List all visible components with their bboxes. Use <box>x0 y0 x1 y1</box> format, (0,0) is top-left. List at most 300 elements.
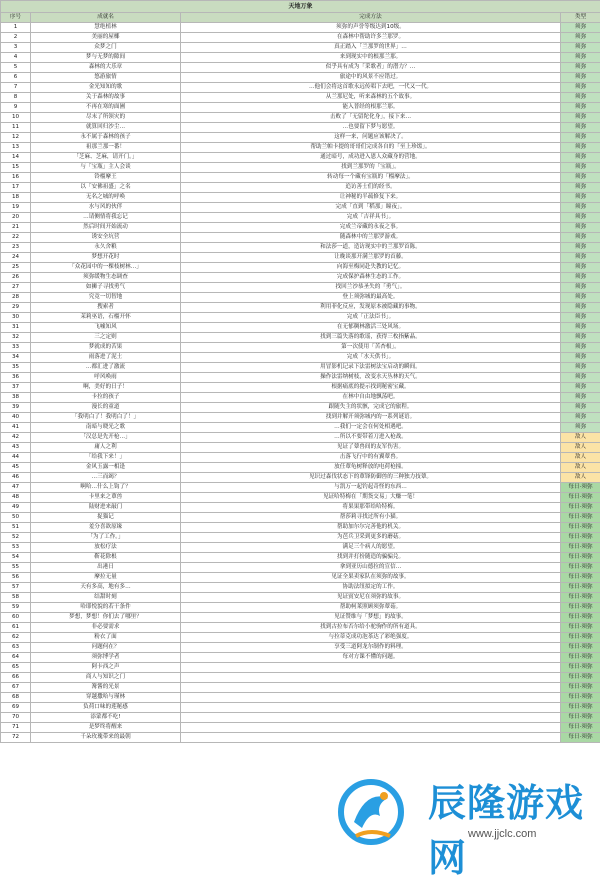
completion-method <box>181 723 561 733</box>
completion-method: 完成保护森林生态的工作。 <box>181 273 561 283</box>
row-index: 50 <box>1 513 31 523</box>
table-row <box>1 723 600 733</box>
row-index: 60 <box>1 613 31 623</box>
table-row <box>1 163 600 173</box>
table-row <box>1 733 600 743</box>
table-row <box>1 253 600 263</box>
table-row <box>1 603 600 613</box>
completion-method: 让神秘的半疏修复下来。 <box>181 193 561 203</box>
dragon-logo-icon <box>336 770 406 850</box>
achievement-type: 每日·须弥 <box>561 663 600 673</box>
row-index: 54 <box>1 553 31 563</box>
completion-method: 在林中自由地飘荡吧。 <box>181 393 561 403</box>
table-row <box>1 513 600 523</box>
table-row <box>1 203 600 213</box>
row-index: 16 <box>1 173 31 183</box>
row-index: 67 <box>1 683 31 693</box>
achievement-type: 每日·须弥 <box>561 703 600 713</box>
achievement-type: 须弥 <box>561 163 600 173</box>
achievement-name: 须弥博学者 <box>31 653 181 663</box>
achievement-type: 每日·须弥 <box>561 643 600 653</box>
row-index: 38 <box>1 393 31 403</box>
table-row <box>1 713 600 723</box>
completion-method <box>181 673 561 683</box>
row-index: 10 <box>1 113 31 123</box>
row-index: 58 <box>1 593 31 603</box>
achievement-name: 「众花园中的一棵枝树林…」 <box>31 263 181 273</box>
header-method: 完成方法 <box>181 13 561 23</box>
completion-method: 帮莎莉寻找过所有小猫。 <box>181 513 561 523</box>
achievement-type: 须弥 <box>561 353 600 363</box>
achievement-type: 须弥 <box>561 173 600 183</box>
completion-method: 登上须弥城的最高处。 <box>181 293 561 303</box>
achievement-name: 穿越撒哈与瑾林 <box>31 693 181 703</box>
table-row <box>1 693 600 703</box>
achievement-type: 须弥 <box>561 183 600 193</box>
achievement-type: 每日·须弥 <box>561 693 600 703</box>
achievement-name: 啊哈…什么上钩了？ <box>31 483 181 493</box>
completion-method <box>181 693 561 703</box>
completion-method: 完成「直到「稻那」瞳夜」。 <box>181 203 561 213</box>
achievement-name: 「给我下来！」 <box>31 453 181 463</box>
achievement-type: 须弥 <box>561 263 600 273</box>
row-index: 68 <box>1 693 31 703</box>
completion-method: 享受三道阿龙尔制作的料理。 <box>181 643 561 653</box>
achievement-type: 须弥 <box>561 83 600 93</box>
completion-method: 满足三个病人的愿望。 <box>181 543 561 553</box>
achievement-type: 须弥 <box>561 193 600 203</box>
achievement-name: 茉莉巫语，石榴开怀 <box>31 313 181 323</box>
achievement-type: 须弥 <box>561 33 600 43</box>
row-index: 26 <box>1 273 31 283</box>
row-index: 29 <box>1 303 31 313</box>
table-row <box>1 43 600 53</box>
header-index: 序号 <box>1 13 31 23</box>
row-index: 17 <box>1 183 31 193</box>
achievement-type: 须弥 <box>561 233 600 243</box>
completion-method: 旅途中的风景不应错过。 <box>181 73 561 83</box>
completion-method: 跟随失主的状骸，完成它的旅程。 <box>181 403 561 413</box>
achievement-name: 捉猫记 <box>31 513 181 523</box>
achievement-type: 每日·须弥 <box>561 673 600 683</box>
achievement-name: 飞嘘知风 <box>31 323 181 333</box>
row-index: 13 <box>1 143 31 153</box>
achievement-type: 须弥 <box>561 293 600 303</box>
row-index: 41 <box>1 423 31 433</box>
achievement-type: 每日·须弥 <box>561 493 600 503</box>
completion-method: 这样一来，问题应该解决了。 <box>181 133 561 143</box>
row-index: 69 <box>1 703 31 713</box>
row-index: 72 <box>1 733 31 743</box>
achievement-name: 三之定则 <box>31 333 181 343</box>
table-row <box>1 663 600 673</box>
completion-method: 让晚谈那开满兰那罗的首藤。 <box>181 253 561 263</box>
achievement-type: 每日·须弥 <box>561 623 600 633</box>
completion-method: …我们一定会在何处相遇吧。 <box>181 423 561 433</box>
completion-method: 完成「水天供书」。 <box>181 353 561 363</box>
table-row <box>1 453 600 463</box>
sheet-title: 天地万象 <box>1 1 600 13</box>
achievement-name: 水与风的伙伴 <box>31 203 181 213</box>
achievement-type: 须弥 <box>561 73 600 83</box>
row-index: 25 <box>1 263 31 273</box>
completion-method: 见证賓安尼在须弥的故事。 <box>181 593 561 603</box>
achievement-type: 须弥 <box>561 373 600 383</box>
row-index: 64 <box>1 653 31 663</box>
completion-method: 找回兰沙恭圣失的「勇气」。 <box>181 283 561 293</box>
row-index: 35 <box>1 363 31 373</box>
row-index: 61 <box>1 623 31 633</box>
completion-method: 和法莎一道，造访现实中的兰那罗首陈。 <box>181 243 561 253</box>
completion-method: 拿到亚历山德拉的宣信… <box>181 563 561 573</box>
achievement-name: 非必要需求 <box>31 623 181 633</box>
table-row <box>1 703 600 713</box>
completion-method: 完成「吉祥具书」。 <box>181 213 561 223</box>
achievement-type: 每日·须弥 <box>561 683 600 693</box>
row-index: 18 <box>1 193 31 203</box>
completion-method: 能入普经的根那兰那。 <box>181 103 561 113</box>
achievement-name: 铃榴摩王 <box>31 173 181 183</box>
achievement-type: 须弥 <box>561 283 600 293</box>
achievement-name: 梦想，梦想！你们去了哪里？ <box>31 613 181 623</box>
completion-method <box>181 683 561 693</box>
achievement-type: 须弥 <box>561 393 600 403</box>
achievement-type: 每日·须弥 <box>561 713 600 723</box>
achievement-type: 须弥 <box>561 153 600 163</box>
completion-method: 击落飞行中的有翼蕈兽。 <box>181 453 561 463</box>
row-index: 21 <box>1 223 31 233</box>
achievement-name: 商人与知识之门 <box>31 673 181 683</box>
achievement-type: 须弥 <box>561 383 600 393</box>
table-row <box>1 193 600 203</box>
table-row <box>1 73 600 83</box>
achievement-name: 永不属于森林的孩子 <box>31 133 181 143</box>
completion-method: 操作法雷纳树枝，改变水天丛林的天气。 <box>181 373 561 383</box>
completion-method: 见识过森伐状态下的蕈锋防御兽的三种独力技蕈。 <box>181 473 561 483</box>
achievement-type: 须弥 <box>561 23 600 33</box>
achievement-type: 每日·须弥 <box>561 633 600 643</box>
achievement-type: 每日·须弥 <box>561 523 600 533</box>
completion-method <box>181 713 561 723</box>
watermark-brand: 辰隆游戏网 <box>428 772 600 882</box>
completion-method: 击败了「无留陀化身」，接下来… <box>181 113 561 123</box>
table-row <box>1 243 600 253</box>
row-index: 33 <box>1 343 31 353</box>
row-index: 19 <box>1 203 31 213</box>
completion-method: …所以不要带着刀进入枪战。 <box>181 433 561 443</box>
header-type: 类型 <box>561 13 600 23</box>
achievement-type: 须弥 <box>561 363 600 373</box>
completion-method: 找到并解开须弥城内的一系列谜语。 <box>181 413 561 423</box>
achievement-type: 每日·须弥 <box>561 503 600 513</box>
achievement-name: 无名之城的呼唤 <box>31 193 181 203</box>
achievement-name: …三而竭？ <box>31 473 181 483</box>
row-index: 24 <box>1 253 31 263</box>
achievement-name: 众梦之门 <box>31 43 181 53</box>
achievement-name: …请侧情将我忘记 <box>31 213 181 223</box>
completion-method: 根据痛底的提示找到秘密宝藏。 <box>181 383 561 393</box>
achievement-type: 每日·须弥 <box>561 533 600 543</box>
row-index: 57 <box>1 583 31 593</box>
title-row <box>1 1 600 13</box>
achievement-type: 须弥 <box>561 63 600 73</box>
achievement-name: 天有多高，地有多… <box>31 583 181 593</box>
row-index: 65 <box>1 663 31 673</box>
achievement-name: 南暗与晓光之歌 <box>31 423 181 433</box>
table-row <box>1 463 600 473</box>
row-index: 4 <box>1 53 31 63</box>
table-row <box>1 223 600 233</box>
completion-method: 转动每一个藏有宝瓶的「榴摩法」。 <box>181 173 561 183</box>
table-row <box>1 543 600 553</box>
achievement-type: 每日·须弥 <box>561 593 600 603</box>
achievement-type: 每日·须弥 <box>561 573 600 583</box>
table-row <box>1 113 600 123</box>
completion-method: 找到兰那罗的「宝瓶」。 <box>181 163 561 173</box>
completion-method: 须弥的声誉等级达到10级。 <box>181 23 561 33</box>
completion-method: 帮助加尔尔完善他的机关。 <box>181 523 561 533</box>
table-row <box>1 373 600 383</box>
achievement-name: 就算回归沙尘… <box>31 123 181 133</box>
achievement-name: 搜索者 <box>31 303 181 313</box>
completion-method <box>181 733 561 743</box>
table-row <box>1 333 600 343</box>
achievement-name: 雨落进了泥土 <box>31 353 181 363</box>
row-index: 40 <box>1 413 31 423</box>
table-row <box>1 633 600 643</box>
achievement-name: 添蒙都不吃! <box>31 713 181 723</box>
achievement-name: 哈耶悦貌的若干条件 <box>31 603 181 613</box>
achievement-type: 须弥 <box>561 253 600 263</box>
table-row <box>1 353 600 363</box>
row-index: 46 <box>1 473 31 483</box>
achievement-name: 放松疗法 <box>31 543 181 553</box>
completion-method: 每对方课不懂的问题。 <box>181 653 561 663</box>
achievement-name: 究竟一切智地 <box>31 293 181 303</box>
table-row <box>1 323 600 333</box>
table-row <box>1 183 600 193</box>
achievement-name: 森林的大乐章 <box>31 63 181 73</box>
row-index: 66 <box>1 673 31 683</box>
completion-method: 用冒影机记录下法雷树法宝启动的瞬间。 <box>181 363 561 373</box>
row-index: 8 <box>1 93 31 103</box>
row-index: 48 <box>1 493 31 503</box>
table-row <box>1 153 600 163</box>
row-index: 27 <box>1 283 31 293</box>
completion-method: 在无郁稠林激活三处风场。 <box>181 323 561 333</box>
completion-method: 向海至梅同赴失教的记忆。 <box>181 263 561 273</box>
achievement-type: 每日·须弥 <box>561 653 600 663</box>
table-row <box>1 343 600 353</box>
achievement-name: 漫长的童道 <box>31 403 181 413</box>
completion-method: 帮助柯莱照顾须弥蕈菇。 <box>181 603 561 613</box>
row-index: 12 <box>1 133 31 143</box>
achievement-type: 须弥 <box>561 313 600 323</box>
completion-method: 随森林中的兰那罗游戏。 <box>181 233 561 243</box>
achievement-name: …都汇进了激流 <box>31 363 181 373</box>
table-row <box>1 583 600 593</box>
header-row <box>1 13 600 23</box>
achievement-type: 须弥 <box>561 403 600 413</box>
achievement-name: 不再在寒的面圃 <box>31 103 181 113</box>
table-row <box>1 553 600 563</box>
table-row <box>1 33 600 43</box>
row-index: 45 <box>1 463 31 473</box>
table-row <box>1 63 600 73</box>
achievement-type: 须弥 <box>561 303 600 313</box>
row-index: 51 <box>1 523 31 533</box>
achievement-type: 须弥 <box>561 43 600 53</box>
row-index: 30 <box>1 313 31 323</box>
completion-method: 见证全果卖家队在须弥的故事。 <box>181 573 561 583</box>
row-index: 52 <box>1 533 31 543</box>
row-index: 70 <box>1 713 31 723</box>
achievement-type: 须弥 <box>561 413 600 423</box>
row-index: 5 <box>1 63 31 73</box>
table-row <box>1 103 600 113</box>
achievement-type: 须弥 <box>561 143 600 153</box>
achievement-name: 问题何在？ <box>31 643 181 653</box>
achievement-name: 负荷口味的莲秘感 <box>31 703 181 713</box>
row-index: 37 <box>1 383 31 393</box>
table-row <box>1 523 600 533</box>
table-row <box>1 263 600 273</box>
completion-method: …他们会将这首歌永远传唱下去吧，一代又一代。 <box>181 83 561 93</box>
achievement-name: 卡里来之蕈兽 <box>31 493 181 503</box>
achievement-rows <box>1 23 600 743</box>
completion-method: 协助法纽拟定的工作。 <box>181 583 561 593</box>
row-index: 31 <box>1 323 31 333</box>
achievement-type: 敌人 <box>561 473 600 483</box>
table-row <box>1 303 600 313</box>
table-row <box>1 393 600 403</box>
achievement-name: 梦想开花时 <box>31 253 181 263</box>
achievement-type: 敌人 <box>561 433 600 443</box>
table-row <box>1 433 600 443</box>
achievement-type: 每日·须弥 <box>561 563 600 573</box>
completion-method: 真正踏入「兰那罗的世界」… <box>181 43 561 53</box>
completion-method: …也要留下梦与愿望。 <box>181 123 561 133</box>
table-row <box>1 123 600 133</box>
achievement-type: 须弥 <box>561 93 600 103</box>
table-row <box>1 503 600 513</box>
completion-method: 在森林中帮助许多兰那罗。 <box>181 33 561 43</box>
achievement-name: 是梦终将醒来 <box>31 723 181 733</box>
table-row <box>1 403 600 413</box>
achievement-type: 敌人 <box>561 463 600 473</box>
completion-method: 追访善士们的经书。 <box>181 183 561 193</box>
table-row <box>1 213 600 223</box>
achievement-type: 须弥 <box>561 123 600 133</box>
table-row <box>1 683 600 693</box>
achievement-type: 每日·须弥 <box>561 543 600 553</box>
achievement-type: 须弥 <box>561 333 600 343</box>
achievement-type: 须弥 <box>561 113 600 123</box>
achievement-name: 「为了工作。」 <box>31 533 181 543</box>
achievement-name: 须弥缓物生态调查 <box>31 273 181 283</box>
completion-method: 见证了蕈兽间的友军伤害。 <box>181 443 561 453</box>
achievement-name: 关于森林的故事 <box>31 93 181 103</box>
completion-method: 与凯万一起钓起奇怪的东西… <box>181 483 561 493</box>
achievement-name: 「我明白了！我明白了！」 <box>31 413 181 423</box>
table-row <box>1 283 600 293</box>
achievement-type: 须弥 <box>561 323 600 333</box>
table-row <box>1 143 600 153</box>
table-row <box>1 483 600 493</box>
row-index: 20 <box>1 213 31 223</box>
achievement-name: 「芝麻、芝麻，请开门。」 <box>31 153 181 163</box>
table-row <box>1 83 600 93</box>
completion-method: 帮助兰帕卡提的哥哥们完成各自的「至上珍馐」。 <box>181 143 561 153</box>
achievement-name: 靳花除根 <box>31 553 181 563</box>
table-row <box>1 273 600 283</box>
row-index: 59 <box>1 603 31 613</box>
table-row <box>1 573 600 583</box>
table-row <box>1 293 600 303</box>
achievement-name: 出港日 <box>31 563 181 573</box>
achievement-name: 金风玉露一相逢 <box>31 463 181 473</box>
achievement-name: 摩拉无量 <box>31 573 181 583</box>
achievement-name: 金光知知的歌 <box>31 83 181 93</box>
table-row <box>1 363 600 373</box>
row-index: 56 <box>1 573 31 583</box>
achievement-type: 每日·须弥 <box>561 583 600 593</box>
row-index: 32 <box>1 333 31 343</box>
row-index: 9 <box>1 103 31 113</box>
achievement-name: 然后时间开始流动 <box>31 223 181 233</box>
row-index: 14 <box>1 153 31 163</box>
achievement-type: 每日·须弥 <box>561 553 600 563</box>
table-row <box>1 383 600 393</box>
achievement-name: 与「宝瓶」主人会谈 <box>31 163 181 173</box>
table-row <box>1 623 600 633</box>
watermark <box>318 762 600 861</box>
achievement-type: 须弥 <box>561 423 600 433</box>
achievement-name: 诱安全坑营 <box>31 233 181 243</box>
completion-method: 利用菲化反应，发现原本被隐藏的事物。 <box>181 303 561 313</box>
achievement-type: 须弥 <box>561 223 600 233</box>
completion-method: 见证赞维与「梦想」的故事。 <box>181 613 561 623</box>
achievement-name: 卡拉的孩子 <box>31 393 181 403</box>
completion-method: 第一次使用「苦杏根」。 <box>181 343 561 353</box>
achievement-name: 呼风唤雨 <box>31 373 181 383</box>
achievement-name: 梦就成的苦果 <box>31 343 181 353</box>
row-index: 7 <box>1 83 31 93</box>
achievement-type: 须弥 <box>561 213 600 223</box>
achievement-name: 陆财进来敲门 <box>31 503 181 513</box>
row-index: 11 <box>1 123 31 133</box>
achievement-name: 啊，美好的日子！ <box>31 383 181 393</box>
row-index: 55 <box>1 563 31 573</box>
completion-method: 通过暗号，成功进入恩人众藏身的营地。 <box>181 153 561 163</box>
row-index: 23 <box>1 243 31 253</box>
completion-method: 放任蕈龟树释放的电荷枪撞。 <box>181 463 561 473</box>
completion-method: 找到古拉布否尔给小驼驹作的所有道具。 <box>181 623 561 633</box>
row-index: 2 <box>1 33 31 43</box>
completion-method: 找到并打扮随造的骗骗兑。 <box>181 553 561 563</box>
achievement-name: 祖那兰那一番！ <box>31 143 181 153</box>
achievement-type: 须弥 <box>561 243 600 253</box>
table-row <box>1 473 600 483</box>
table-row <box>1 673 600 683</box>
achievement-name: 阿卡西之声 <box>31 663 181 673</box>
completion-method: 与拉蒂克成功泡茶达了彩绝强度。 <box>181 633 561 643</box>
table-row <box>1 173 600 183</box>
achievement-type: 每日·须弥 <box>561 733 600 743</box>
completion-method <box>181 663 561 673</box>
achievement-type: 须弥 <box>561 103 600 113</box>
row-index: 34 <box>1 353 31 363</box>
